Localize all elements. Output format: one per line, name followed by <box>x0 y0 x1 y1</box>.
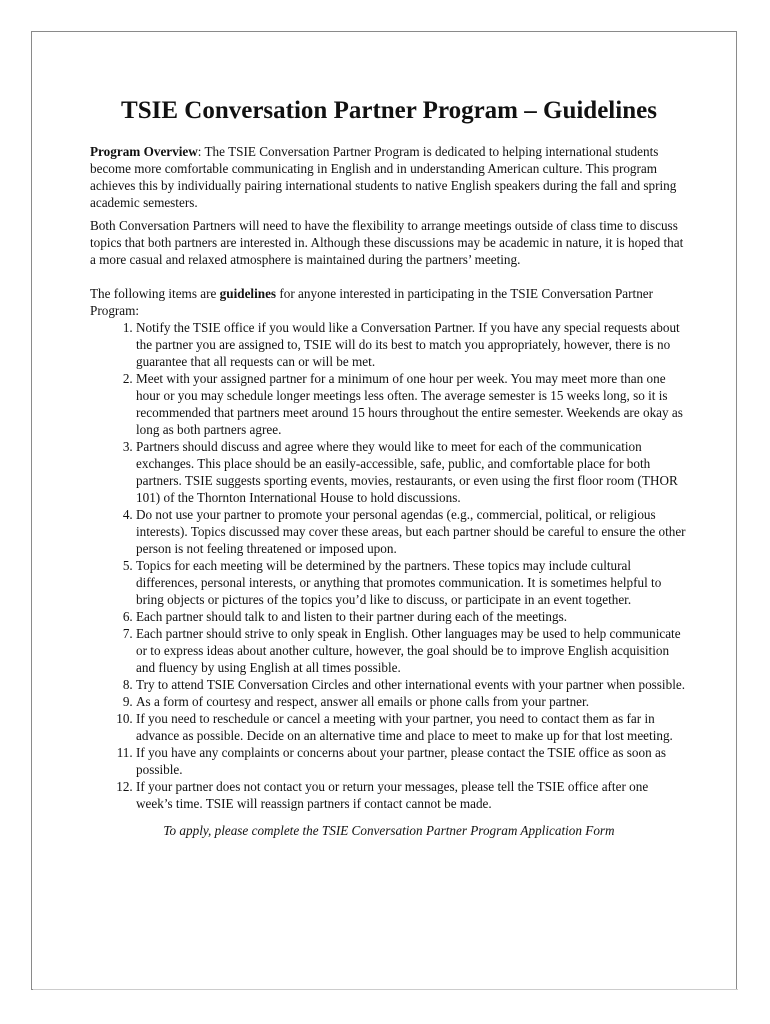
flexibility-paragraph: Both Conversation Partners will need to have the flexibility to arrange meetings outside of class time to discuss topics that both partners are interested in. Although these discussions may be academic in nature, it is hoped that a more casual and relaxed atmosphere is maintained during the partners’ meeting. <box>90 218 684 267</box>
guideline-item: 6. Each partner should talk to and listen to their partner during each of the meetings. <box>136 608 688 625</box>
intro-before: The following items are <box>90 286 220 301</box>
intro-bold: guidelines <box>219 286 277 301</box>
overview-text: : The TSIE Conversation Partner Program is dedicated to helping international students become more comfortable communicating in English and in understanding American culture. This program achieves this by individually pairing international students to native English speakers during the fall and spring academic semesters. <box>90 144 677 210</box>
guideline-item: 7. Each partner should strive to only speak in English. Other languages may be used to help communicate or to express ideas about another culture, however, the goal should be to improve English acquisition and fluency by using English at all times possible. <box>136 625 688 676</box>
guideline-item: 5. Topics for each meeting will be determined by the partners. These topics may include cultural differences, personal interests, or anything that promotes communication. It is sometimes helpful to bring objects or pictures of the topics you’d like to discuss, or participate in an event together. <box>136 557 688 608</box>
closing-instruction: To apply, please complete the TSIE Conversation Partner Program Application Form <box>163 823 615 838</box>
guideline-item: 12. If your partner does not contact you or return your messages, please tell the TSIE office after one week’s time. TSIE will reassign partners if contact cannot be made. <box>136 778 688 812</box>
guideline-item: 1. Notify the TSIE office if you would like a Conversation Partner. If you have any special requests about the partner you are assigned to, TSIE will do its best to match you appropriately, however, there is no guarantee that all requests can or will be met. <box>136 319 688 370</box>
document-title: TSIE Conversation Partner Program – Guidelines <box>121 97 657 124</box>
overview-label: Program Overview <box>90 144 198 159</box>
intro-after: for anyone interested in participating in the TSIE Conversation Partner Program: <box>90 286 654 318</box>
guidelines-intro <box>90 285 688 319</box>
guidelines-list <box>90 319 688 812</box>
guideline-item: 3. Partners should discuss and agree where they would like to meet for each of the communication exchanges. This place should be an easily-accessible, safe, public, and comfortable place for both partners. TSIE suggests sporting events, movies, restaurants, or even using the first floor room (THOR 101) of the Thornton International House to hold discussions. <box>136 438 688 506</box>
guideline-item: 10. If you need to reschedule or cancel a meeting with your partner, you need to contact them as far in advance as possible. Decide on an alternative time and place to meet to make up for that lost meeting. <box>136 710 688 744</box>
guideline-item: 2. Meet with your assigned partner for a minimum of one hour per week. You may meet more than one hour or you may schedule longer meetings less often. The average semester is 15 weeks long, so it is recommended that partners meet around 15 hours throughout the entire semester. Weekends are okay as long as both partners agree. <box>136 370 688 438</box>
guideline-item: 4. Do not use your partner to promote your personal agendas (e.g., commercial, political, or religious interests). Topics discussed may cover these areas, but each partner should be careful to ensure the other person is not feeling threatened or imposed upon. <box>136 506 688 557</box>
document-body <box>90 96 688 839</box>
guideline-item: 8. Try to attend TSIE Conversation Circles and other international events with your partner when possible. <box>136 676 688 693</box>
program-overview <box>90 143 688 211</box>
page-border-shadow <box>33 989 738 992</box>
guideline-item: 11. If you have any complaints or concerns about your partner, please contact the TSIE office as soon as possible. <box>136 744 688 778</box>
guideline-item: 9. As a form of courtesy and respect, answer all emails or phone calls from your partner. <box>136 693 688 710</box>
